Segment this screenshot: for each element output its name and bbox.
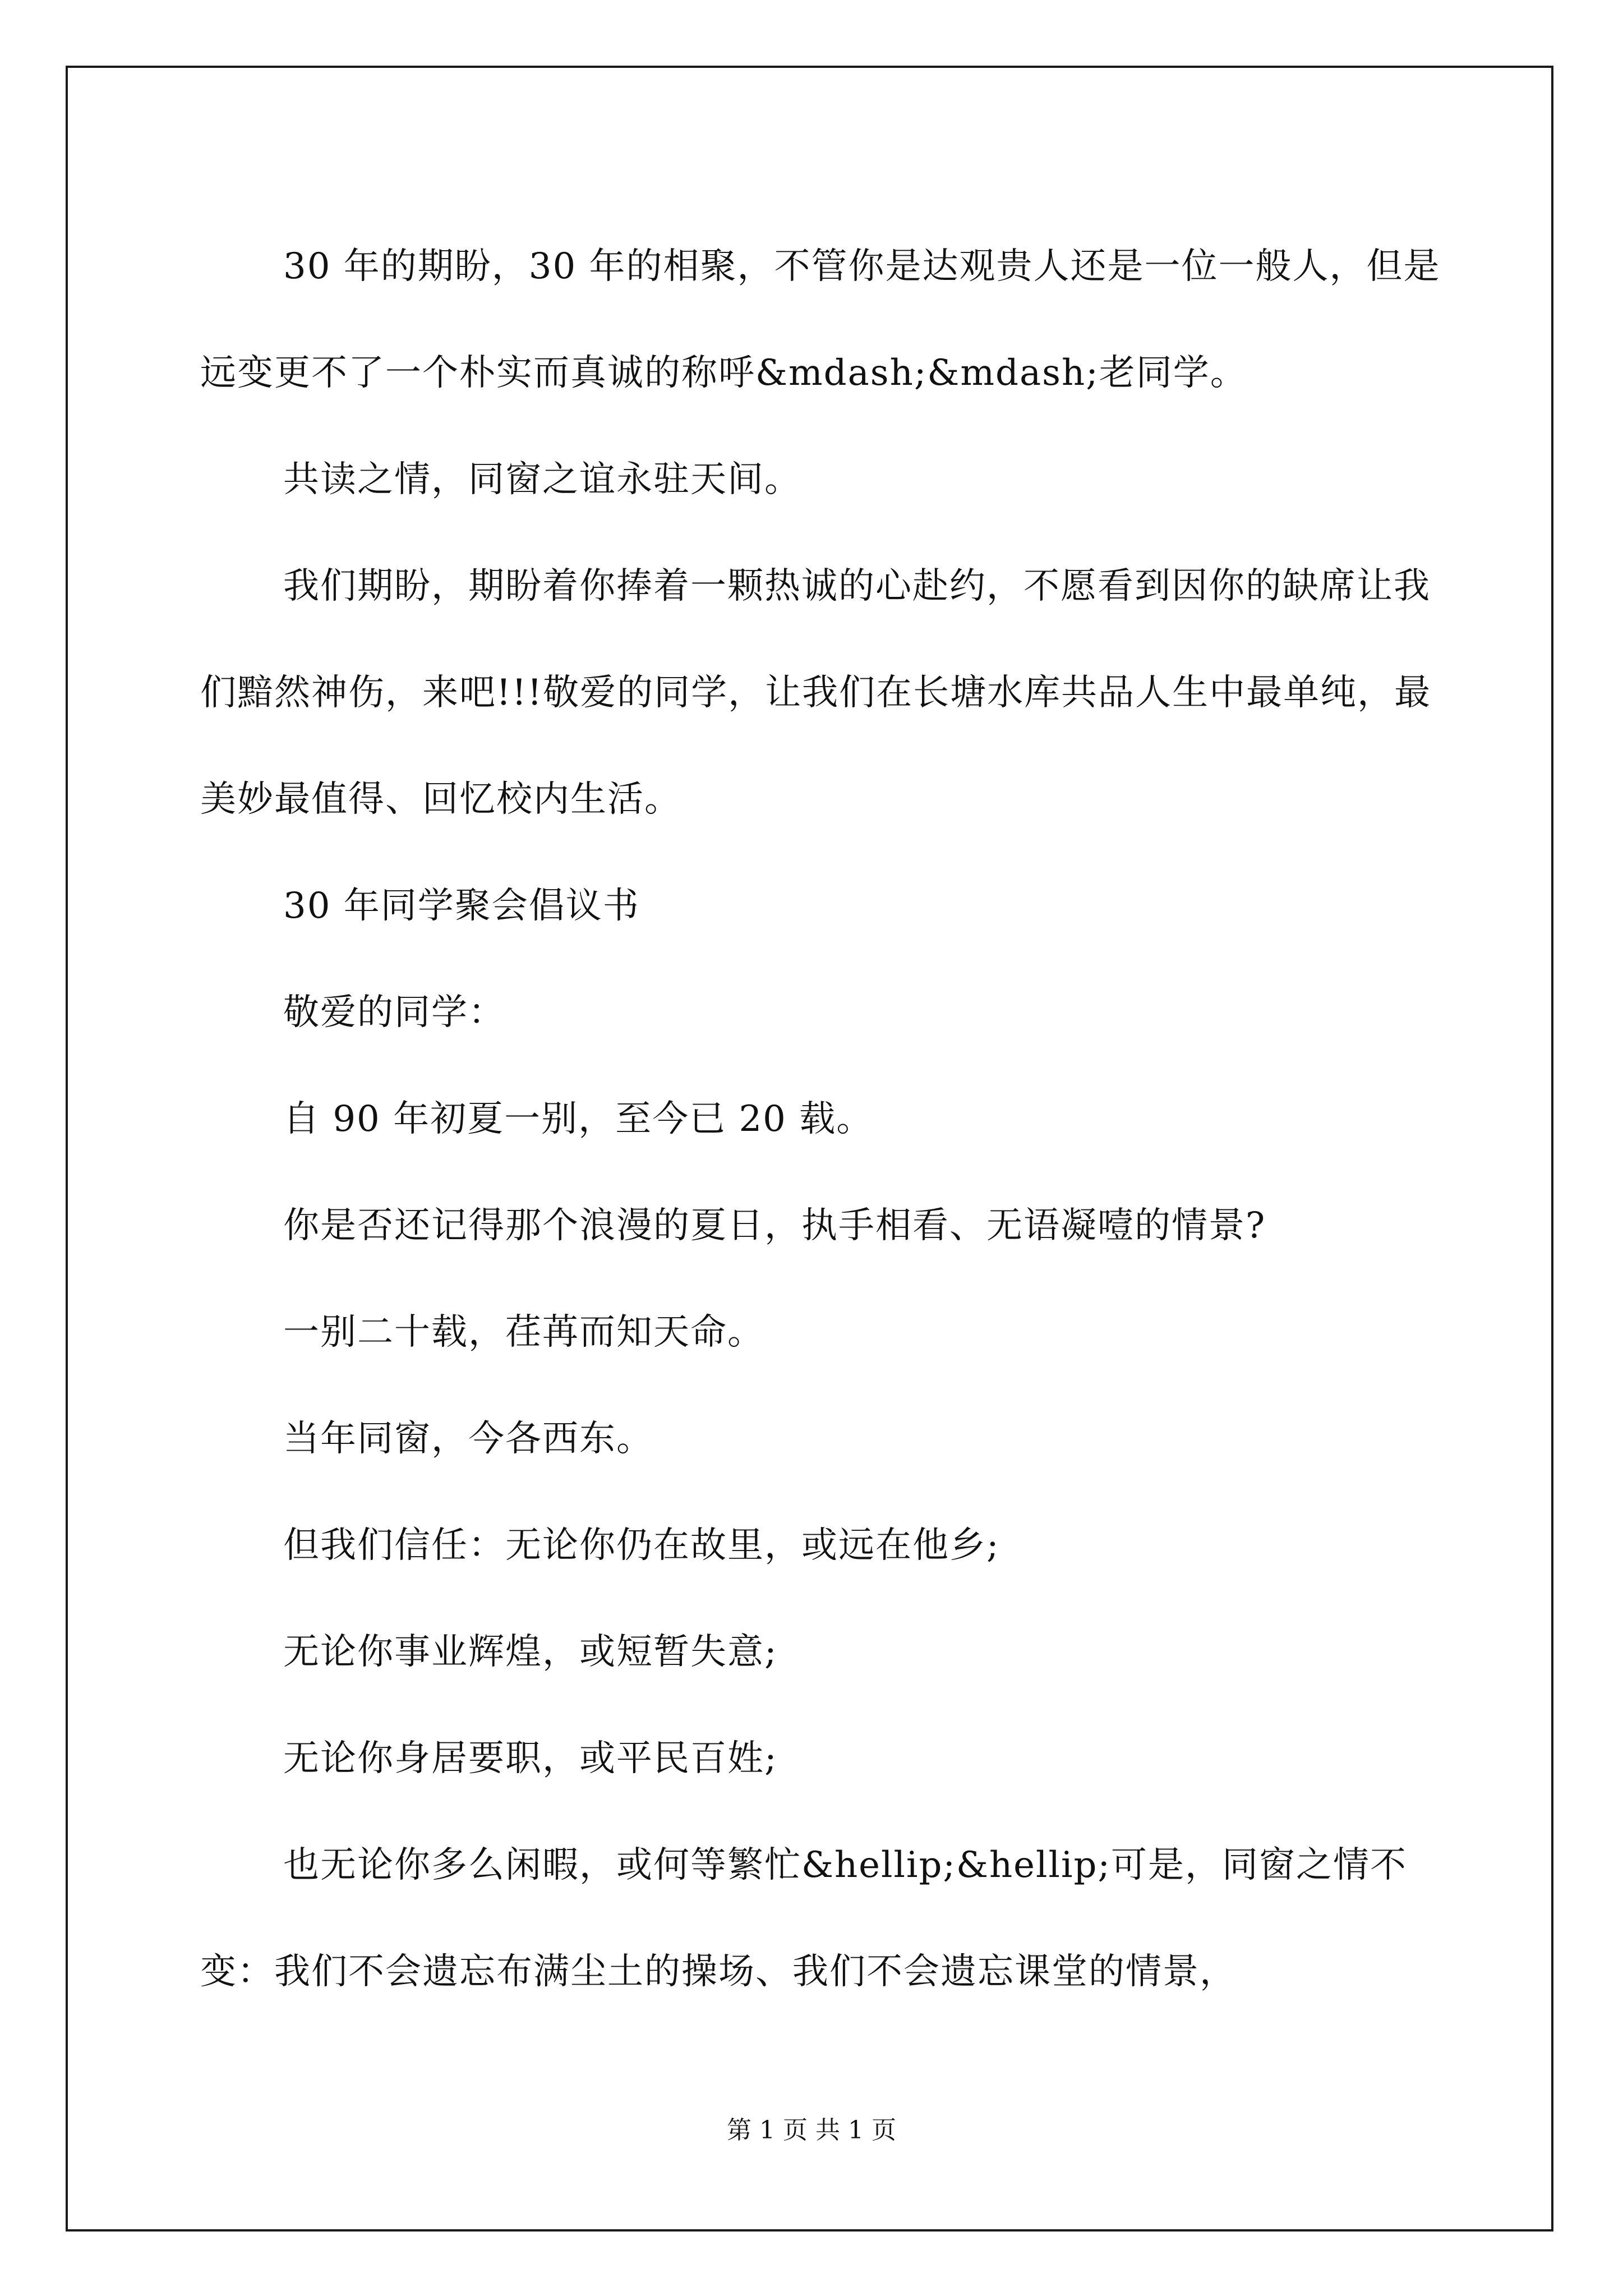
paragraph-1: 30 年的期盼，30 年的相聚，不管你是达观贵人还是一位一般人，但是远变更不了一个朴实而真诚的称呼&mdash;&mdash;老同学。 <box>200 246 1441 394</box>
paragraph-2: 共读之情，同窗之谊永驻天间。 <box>283 459 801 500</box>
paragraph-3: 我们期盼，期盼着你捧着一颗热诚的心赴约，不愿看到因你的缺席让我们黯然神伤，来吧!!!敬爱的同学，让我们在长塘水库共品人生中最单纯，最美妙最值得、回忆校内生活。 <box>200 565 1432 820</box>
page-footer: 第 1 页 共 1 页 <box>727 2116 896 2145</box>
paragraph-12: 无论你身居要职，或平民百姓; <box>283 1738 778 1779</box>
paragraph-8: 一别二十载，荏苒而知天命。 <box>283 1312 764 1353</box>
document-heading: 30 年同学聚会倡议书 <box>283 885 640 927</box>
paragraph-11: 无论你事业辉煌，或短暂失意; <box>283 1631 778 1673</box>
paragraph-9: 当年同窗，今各西东。 <box>283 1418 653 1460</box>
paragraph-6: 自 90 年初夏一别，至今已 20 载。 <box>283 1098 874 1140</box>
document-body <box>200 213 1451 2025</box>
paragraph-13: 也无论你多么闲暇，或何等繁忙&hellip;&hellip;可是，同窗之情不变：我们不会遗忘布满尘土的操场、我们不会遗忘课堂的情景， <box>200 1844 1407 1993</box>
paragraph-10: 但我们信任：无论你仍在故里，或远在他乡; <box>283 1525 1000 1566</box>
salutation: 敬爱的同学： <box>283 992 505 1033</box>
paragraph-7: 你是否还记得那个浪漫的夏日，执手相看、无语凝噎的情景? <box>283 1205 1266 1246</box>
